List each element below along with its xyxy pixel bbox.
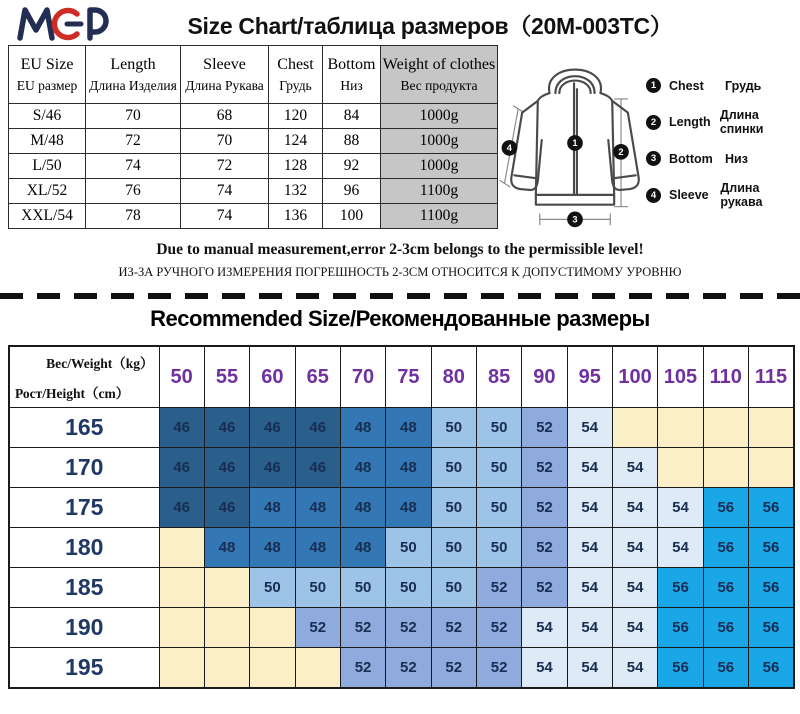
marker-4-sleeve: 4 (506, 143, 512, 154)
size-matrix-cell: 48 (340, 408, 385, 448)
size-matrix-cell: 46 (159, 448, 204, 488)
size-matrix-cell: 48 (250, 528, 295, 568)
empty-size-cell (703, 448, 748, 488)
empty-size-cell (658, 448, 703, 488)
size-col-header (9, 46, 86, 104)
size-matrix-cell: 52 (431, 648, 476, 689)
height-label-cell: 165 (9, 408, 159, 448)
legend-item-length (646, 108, 798, 136)
empty-size-cell (703, 408, 748, 448)
weight-cell: 1000g (381, 129, 498, 154)
corner-weight-label: Вес/Weight（kg） (46, 356, 154, 371)
legend-2-ru: Длина спинки (719, 108, 764, 136)
empty-size-cell (250, 608, 295, 648)
size-matrix-cell: 54 (612, 528, 657, 568)
marker-1-chest: 1 (572, 138, 578, 149)
size-matrix-cell: 54 (658, 528, 703, 568)
legend-4-en: Sleeve (669, 188, 709, 202)
size-col-header (181, 46, 269, 104)
recommended-row (9, 528, 794, 568)
size-label-cell: XL/52 (9, 179, 86, 204)
measure-cell: 70 (86, 104, 181, 129)
empty-size-cell (159, 608, 204, 648)
size-col-header (86, 46, 181, 104)
empty-size-cell (204, 608, 249, 648)
weight-header-cell: 105 (658, 346, 703, 408)
size-matrix-cell: 50 (386, 568, 431, 608)
size-matrix-cell: 46 (250, 448, 295, 488)
size-col-header-ru: Грудь (279, 77, 312, 93)
size-matrix-cell: 54 (567, 528, 612, 568)
measure-cell: 88 (323, 129, 381, 154)
size-matrix-cell: 56 (748, 568, 794, 608)
size-matrix-cell: 56 (658, 608, 703, 648)
weight-cell: 1100g (381, 179, 498, 204)
size-col-header (381, 46, 498, 104)
weight-header-cell: 110 (703, 346, 748, 408)
marker-2-length: 2 (618, 147, 624, 158)
measure-cell: 68 (181, 104, 269, 129)
size-matrix-cell: 48 (295, 488, 340, 528)
measure-cell: 72 (86, 129, 181, 154)
recommended-table-body (9, 408, 794, 689)
size-measurements-table (8, 45, 498, 229)
size-matrix-cell: 54 (612, 488, 657, 528)
empty-size-cell (159, 648, 204, 689)
size-matrix-cell: 50 (476, 448, 521, 488)
size-matrix-cell: 46 (250, 408, 295, 448)
measure-cell: 96 (323, 179, 381, 204)
legend-1-badge: 1 (646, 78, 661, 93)
empty-size-cell (159, 568, 204, 608)
size-matrix-cell: 52 (522, 568, 567, 608)
size-matrix-cell: 56 (703, 568, 748, 608)
recommended-table-header (9, 346, 794, 408)
recommended-row (9, 448, 794, 488)
size-matrix-cell: 52 (431, 608, 476, 648)
corner-header-cell (9, 346, 159, 408)
weight-header-cell: 85 (476, 346, 521, 408)
weight-header-cell: 70 (340, 346, 385, 408)
legend-3-en: Bottom (669, 151, 713, 166)
measure-cell: 74 (181, 204, 269, 229)
size-matrix-cell: 46 (204, 488, 249, 528)
marker-3-bottom: 3 (572, 214, 578, 225)
size-matrix-cell: 54 (567, 408, 612, 448)
size-matrix-cell: 54 (522, 608, 567, 648)
size-matrix-cell: 54 (612, 608, 657, 648)
size-col-header-en: Weight of clothes (382, 55, 496, 73)
size-table-row (9, 204, 498, 229)
size-table-body (9, 104, 498, 229)
legend-3-badge: 3 (646, 151, 661, 166)
size-label-cell: L/50 (9, 154, 86, 179)
size-matrix-cell: 54 (612, 448, 657, 488)
size-matrix-cell: 52 (476, 648, 521, 689)
size-matrix-cell: 48 (386, 408, 431, 448)
size-matrix-cell: 56 (748, 608, 794, 648)
legend-3-ru: Низ (725, 151, 748, 166)
size-matrix-cell: 54 (612, 648, 657, 689)
disclaimer-en: Due to manual measurement,error 2-3cm belongs to the permissible level! (156, 241, 644, 258)
legend-2-badge: 2 (646, 115, 661, 130)
weight-cell: 1000g (381, 154, 498, 179)
size-col-header-ru: Длина Изделия (89, 77, 177, 93)
measure-cell: 100 (323, 204, 381, 229)
size-table-row (9, 179, 498, 204)
size-col-header-ru: Низ (340, 77, 363, 93)
size-matrix-cell: 50 (476, 408, 521, 448)
weight-header-cell: 60 (250, 346, 295, 408)
weight-header-cell: 95 (567, 346, 612, 408)
size-matrix-cell: 50 (476, 488, 521, 528)
measure-cell: 136 (269, 204, 323, 229)
weight-header-cell: 65 (295, 346, 340, 408)
size-matrix-cell: 50 (431, 448, 476, 488)
size-table-row (9, 154, 498, 179)
size-matrix-cell: 54 (567, 648, 612, 689)
size-matrix-cell: 46 (204, 448, 249, 488)
size-matrix-cell: 54 (612, 568, 657, 608)
legend-1-en: Chest (669, 78, 704, 93)
measure-cell: 76 (86, 179, 181, 204)
recommended-size-table (8, 345, 795, 689)
size-matrix-cell: 52 (522, 448, 567, 488)
weight-cell: 1100g (381, 204, 498, 229)
size-table-header (9, 46, 498, 104)
size-label-cell: S/46 (9, 104, 86, 129)
weight-header-cell: 115 (748, 346, 794, 408)
legend-2-en: Length (669, 115, 711, 129)
size-matrix-cell: 48 (340, 448, 385, 488)
weight-header-cell: 50 (159, 346, 204, 408)
recommended-row (9, 608, 794, 648)
measure-cell: 92 (323, 154, 381, 179)
recommended-header-row (9, 346, 794, 408)
measure-cell: 128 (269, 154, 323, 179)
legend-item-sleeve (646, 181, 798, 209)
height-label-cell: 175 (9, 488, 159, 528)
size-matrix-cell: 54 (567, 608, 612, 648)
recommended-row (9, 488, 794, 528)
recommended-row (9, 408, 794, 448)
size-matrix-cell: 50 (431, 568, 476, 608)
weight-cell: 1000g (381, 104, 498, 129)
size-matrix-cell: 54 (567, 488, 612, 528)
size-matrix-cell: 50 (431, 528, 476, 568)
size-matrix-cell: 52 (522, 408, 567, 448)
size-col-header-en: Bottom (327, 55, 376, 73)
weight-header-cell: 55 (204, 346, 249, 408)
size-matrix-cell: 46 (159, 408, 204, 448)
size-matrix-cell: 52 (522, 488, 567, 528)
empty-size-cell (250, 648, 295, 689)
size-matrix-cell: 56 (658, 568, 703, 608)
measure-cell: 120 (269, 104, 323, 129)
size-matrix-cell: 56 (703, 648, 748, 689)
size-matrix-cell: 54 (567, 448, 612, 488)
size-label-cell: XXL/54 (9, 204, 86, 229)
size-col-header-ru: Длина Рукава (185, 77, 264, 93)
size-header-row (9, 46, 498, 104)
hoodie-diagram-icon (496, 50, 654, 236)
size-label-cell: M/48 (9, 129, 86, 154)
size-matrix-cell: 46 (204, 408, 249, 448)
measure-cell: 74 (86, 154, 181, 179)
weight-header-cell: 80 (431, 346, 476, 408)
recommended-row (9, 648, 794, 689)
empty-size-cell (204, 648, 249, 689)
size-table-row (9, 104, 498, 129)
dashed-divider (0, 293, 800, 299)
measure-cell: 124 (269, 129, 323, 154)
measure-cell: 72 (181, 154, 269, 179)
size-matrix-cell: 48 (204, 528, 249, 568)
legend-4-ru: Длина рукава (720, 181, 763, 209)
size-matrix-cell: 54 (522, 648, 567, 689)
legend-item-chest (646, 78, 798, 93)
corner-height-label: Рост/Height（cm） (15, 386, 130, 401)
size-col-header-en: Length (110, 55, 156, 73)
size-col-header (323, 46, 381, 104)
height-label-cell: 190 (9, 608, 159, 648)
size-matrix-cell: 52 (476, 608, 521, 648)
height-label-cell: 170 (9, 448, 159, 488)
size-matrix-cell: 48 (295, 528, 340, 568)
empty-size-cell (748, 408, 794, 448)
recommended-size-title: Recommended Size/Рекомендованные размеры (150, 306, 650, 331)
empty-size-cell (658, 408, 703, 448)
size-matrix-cell: 50 (386, 528, 431, 568)
size-matrix-cell: 56 (703, 528, 748, 568)
size-matrix-cell: 48 (340, 528, 385, 568)
size-matrix-cell: 52 (476, 568, 521, 608)
size-matrix-cell: 56 (748, 648, 794, 689)
size-matrix-cell: 56 (748, 488, 794, 528)
size-col-header-en: EU Size (20, 55, 74, 73)
recommended-row (9, 568, 794, 608)
brand-logo-icon (14, 3, 110, 43)
size-matrix-cell: 54 (567, 568, 612, 608)
measure-cell: 70 (181, 129, 269, 154)
size-col-header-en: Chest (277, 55, 314, 73)
measurement-legend (646, 78, 798, 224)
size-matrix-cell: 48 (250, 488, 295, 528)
measure-cell: 78 (86, 204, 181, 229)
size-matrix-cell: 52 (386, 648, 431, 689)
measure-cell: 74 (181, 179, 269, 204)
measure-cell: 132 (269, 179, 323, 204)
size-matrix-cell: 50 (431, 488, 476, 528)
legend-item-bottom (646, 151, 798, 166)
size-col-header-ru: Вес продукта (400, 77, 478, 93)
size-matrix-cell: 46 (159, 488, 204, 528)
height-label-cell: 195 (9, 648, 159, 689)
measure-cell: 84 (323, 104, 381, 129)
size-col-header-en: Sleeve (203, 55, 246, 73)
size-matrix-cell: 50 (431, 408, 476, 448)
height-label-cell: 185 (9, 568, 159, 608)
empty-size-cell (159, 528, 204, 568)
weight-header-cell: 75 (386, 346, 431, 408)
size-matrix-cell: 52 (340, 608, 385, 648)
size-col-header-ru: EU размер (16, 77, 78, 93)
size-matrix-cell: 48 (386, 448, 431, 488)
size-matrix-cell: 54 (658, 488, 703, 528)
size-matrix-cell: 50 (476, 528, 521, 568)
disclaimer-ru: ИЗ-ЗА РУЧНОГО ИЗМЕРЕНИЯ ПОГРЕШНОСТЬ 2-3СМ ОТНОСИТСЯ К ДОПУСТИМОМУ УРОВНЮ (118, 265, 682, 279)
size-matrix-cell: 56 (703, 608, 748, 648)
size-matrix-cell: 48 (386, 488, 431, 528)
height-label-cell: 180 (9, 528, 159, 568)
empty-size-cell (748, 448, 794, 488)
size-matrix-cell: 52 (295, 608, 340, 648)
size-matrix-cell: 52 (340, 648, 385, 689)
size-table-row (9, 129, 498, 154)
page-title: Size Chart/таблица размеров（20M-003TC） (187, 13, 673, 39)
size-matrix-cell: 48 (340, 488, 385, 528)
size-matrix-cell: 52 (522, 528, 567, 568)
size-matrix-cell: 46 (295, 448, 340, 488)
size-matrix-cell: 50 (295, 568, 340, 608)
size-matrix-cell: 46 (295, 408, 340, 448)
legend-1-ru: Грудь (725, 78, 762, 93)
weight-header-cell: 100 (612, 346, 657, 408)
legend-4-badge: 4 (646, 188, 661, 203)
size-matrix-cell: 56 (658, 648, 703, 689)
size-matrix-cell: 56 (748, 528, 794, 568)
size-matrix-cell: 52 (386, 608, 431, 648)
weight-header-cell: 90 (522, 346, 567, 408)
empty-size-cell (612, 408, 657, 448)
size-matrix-cell: 50 (340, 568, 385, 608)
size-matrix-cell: 50 (250, 568, 295, 608)
empty-size-cell (204, 568, 249, 608)
empty-size-cell (295, 648, 340, 689)
size-matrix-cell: 56 (703, 488, 748, 528)
size-col-header (269, 46, 323, 104)
